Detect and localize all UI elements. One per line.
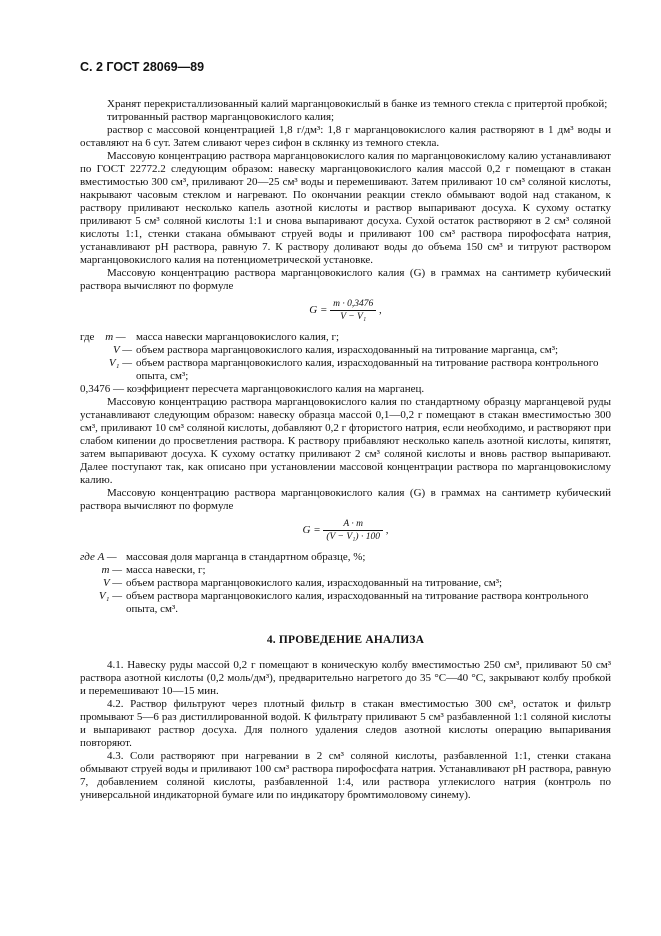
paragraph-standardization-ore: Массовую концентрацию раствора марганцовокислого калия по стандартному образцу марганцевой руды устанавливают следующим образом: навеску образца массой 0,1—0,2 г помещают в стакан вместимостью 300 см³, приливают 10 см³ соляной кислоты, добавляют 0,2 г фтористого натрия, если необходимо, и растворяют при слабом кипении до просветления раствора. К раствору прибавляют несколько капель азотной кислоты, кипятят, затем выпаривают досуха. К сухому остатку приливают 2 см³ соляной кислоты и вновь раствор выпаривают. Далее поступают так, как описано при установлении массовой концентрации раствора по марганцовокислому калию. xyxy=(80,396,611,486)
paragraph-formula-intro-2: Массовую концентрацию раствора марганцовокислого калия (G) в граммах на сантиметр кубический раствора вычисляют по формуле xyxy=(80,487,611,512)
definition-symbol: m — xyxy=(101,564,122,576)
definition-row xyxy=(80,551,611,564)
clause-4-1: 4.1. Навеску руды массой 0,2 г помещают в коническую колбу вместимостью 250 см³, приливают 50 см³ раствора азотной кислоты (0,2 моль/дм³), предварительно нагретого до 35 °С—40 °С, закрывают колбу пробкой и перемешивают 10—15 мин. xyxy=(80,659,611,697)
formula-1-denominator: V − V₁ xyxy=(340,312,367,322)
definitions-1 xyxy=(80,331,611,383)
formula-2-fraction xyxy=(323,518,383,543)
formula-1 xyxy=(80,298,611,323)
formula-1-numerator: m · 0,3476 xyxy=(330,298,376,311)
definition-symbol: V₁ — xyxy=(108,357,132,369)
page-header: С. 2 ГОСТ 28069—89 xyxy=(80,60,205,74)
where-word: где xyxy=(80,331,95,343)
definition-symbol: V₁ — xyxy=(98,590,122,602)
paragraph-standardization-kmno4: Массовую концентрацию раствора марганцовокислого калия по марганцовокислому калию устанавливают по ГОСТ 22772.2 следующим образом: навеску марганцовокислого калия массой 0,2 г помещают в стакан вместимостью 300 см³, приливают 20—25 см³ воды и перемешивают. Затем приливают 10 см³ соляной кислоты, накрывают часовым стеклом и нагревают. По окончании реакции стекло обмывают водой над стаканом, к раствору приливают несколько капель азотной кислоты и раствор выпаривают досуха. К сухому остатку приливают 5 см³ соляной кислоты 1:1 и снова выпаривают досуха. Сухой остаток растворяют в 2 см³ соляной кислоты 1:1, стенки стакана обмывают струей воды и приливают 100 см³ раствора пирофосфата натрия, устанавливают pH раствора, равную 7. К раствору доливают воды до объема 150 см³ и титруют раствором марганцовокислого калия на потенциометрической установке. xyxy=(80,150,611,266)
formula-1-fraction xyxy=(330,298,376,323)
definition-row xyxy=(80,590,611,616)
formula-2 xyxy=(80,518,611,543)
definition-text: масса навески марганцовокислого калия, г; xyxy=(136,331,340,343)
definition-row xyxy=(80,357,611,383)
definition-text: массовая доля марганца в стандартном образце, %; xyxy=(126,551,366,563)
formula-1-tail: , xyxy=(379,304,382,317)
paragraph-formula-intro-1: Массовую концентрацию раствора марганцовокислого калия (G) в граммах на сантиметр кубический раствора вычисляют по формуле xyxy=(80,267,611,292)
paragraph-coefficient: 0,3476 — коэффициент пересчета марганцовокислого калия на марганец. xyxy=(80,383,425,395)
definition-text: объем раствора марганцовокислого калия, израсходованный на титрование раствора контрольного опыта, см³. xyxy=(126,590,589,615)
formula-2-denominator: (V − V₁) · 100 xyxy=(326,532,380,542)
definition-symbol: V — xyxy=(102,577,122,589)
paragraph-storage: Хранят перекристаллизованный калий марганцовокислый в банке из темного стекла с притертой пробкой; xyxy=(107,98,608,110)
section-heading: 4. ПРОВЕДЕНИЕ АНАЛИЗА xyxy=(266,634,425,646)
definition-symbol: где A — xyxy=(80,551,117,563)
definition-symbol: V — xyxy=(112,344,132,356)
paragraph-solution-concentration: раствор с массовой концентрацией 1,8 г/дм³: 1,8 г марганцовокислого калия растворяют в 1 дм³ воды и оставляют на 6 сут. Затем сливают через сифон в склянку из темного стекла. xyxy=(80,124,611,149)
definition-text: объем раствора марганцовокислого калия, израсходованный на титрование марганца, см³; xyxy=(136,344,559,356)
definition-symbol: m — xyxy=(105,331,126,343)
definition-text: масса навески, г; xyxy=(126,564,206,576)
clause-4-3: 4.3. Соли растворяют при нагревании в 2 см³ соляной кислоты, разбавленной 1:1, стенки стакана обмывают струей воды и приливают 100 см³ раствора пирофосфата натрия. Устанавливают pH раствора, равную 7, добавлением соляной кислоты, разбавленной 1:4, или раствора углекислого натрия (контроль по универсальной индикаторной бумаге или по индикатору бромтимоловому синему). xyxy=(80,750,611,801)
definition-row xyxy=(80,577,611,590)
definition-row xyxy=(80,564,611,577)
paragraph-titrated-solution: титрованный раствор марганцовокислого калия; xyxy=(107,111,335,123)
formula-2-tail: , xyxy=(385,524,389,537)
formula-1-lhs: G = xyxy=(309,304,328,317)
formula-2-numerator: A · m xyxy=(323,518,383,531)
definition-row xyxy=(80,331,611,344)
clause-4-2: 4.2. Раствор фильтруют через плотный фильтр в стакан вместимостью 300 см³, остаток и фильтр промывают 5—6 раз дистиллированной водой. К фильтрату приливают 5 см³ разбавленной 1:1 соляной кислоты и выпаривают раствор досуха. Для полного удаления следов азотной кислоты операцию выпаривания повторяют. xyxy=(80,698,611,749)
formula-2-lhs: G = xyxy=(302,524,321,537)
definition-row xyxy=(80,344,611,357)
document-body xyxy=(80,98,611,802)
definitions-2 xyxy=(80,551,611,616)
definition-text: объем раствора марганцовокислого калия, израсходованный на титрование, см³; xyxy=(126,577,503,589)
where-label xyxy=(80,331,132,344)
definition-text: объем раствора марганцовокислого калия, израсходованный на титрование раствора контрольного опыта, см³; xyxy=(136,357,599,382)
